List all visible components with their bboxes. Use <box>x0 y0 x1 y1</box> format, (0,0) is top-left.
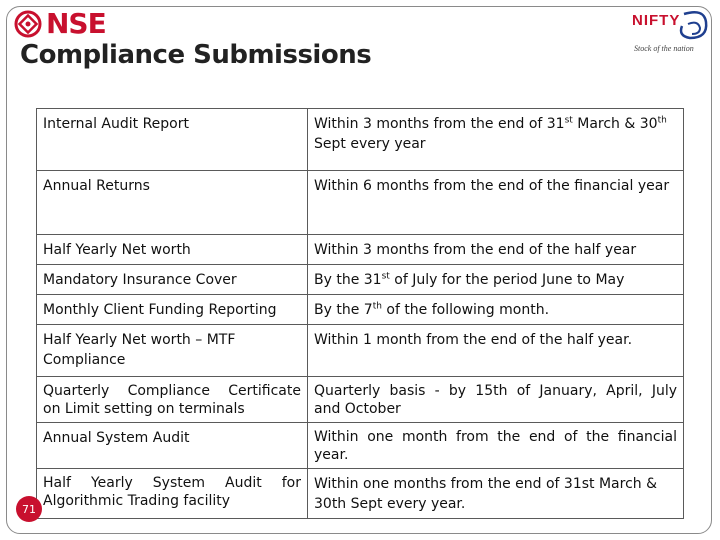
deadline-cell <box>308 295 684 325</box>
item-cell: Monthly Client Funding Reporting <box>37 295 308 325</box>
item-cell: Annual Returns <box>37 171 308 235</box>
deadline-text: By the 7 <box>314 302 373 318</box>
deadline-cell: Within 3 months from the end of the half year <box>308 235 684 265</box>
deadline-cell: Within 1 month from the end of the half year. <box>308 325 684 377</box>
nifty-swirl-icon <box>674 8 714 42</box>
deadline-line: Within one months from the end of 31st March & <box>314 476 657 492</box>
ordinal-suffix: st <box>381 271 390 282</box>
deadline-line: Within one month from the end of the financial <box>314 429 677 445</box>
deadline-cell <box>308 265 684 295</box>
deadline-cell <box>308 109 684 171</box>
deadline-cell: Within 6 months from the end of the financial year <box>308 171 684 235</box>
item-cell <box>37 377 308 423</box>
deadline-line: and October <box>314 401 401 417</box>
deadline-text: of July for the period June to May <box>389 272 625 288</box>
table-row <box>37 295 684 325</box>
deadline-line: year. <box>314 447 349 463</box>
deadline-cell <box>308 377 684 423</box>
deadline-cell <box>308 423 684 469</box>
table-row <box>37 171 684 235</box>
deadline-line: 30th Sept every year. <box>314 496 466 512</box>
item-cell: Half Yearly Net worth <box>37 235 308 265</box>
item-line: on Limit setting on terminals <box>43 401 245 417</box>
deadline-text: Sept every year <box>314 136 426 152</box>
item-line: Algorithmic Trading facility <box>43 493 231 509</box>
table-row <box>37 325 684 377</box>
deadline-text: of the following month. <box>381 302 550 318</box>
nse-logo-text: NSE <box>46 7 106 40</box>
item-cell: Internal Audit Report <box>37 109 308 171</box>
page-title: Compliance Submissions <box>20 40 372 70</box>
nifty-tagline: Stock of the nation <box>634 44 694 53</box>
item-line: Half Yearly System Audit for <box>43 475 301 491</box>
table-row <box>37 469 684 519</box>
item-cell <box>37 469 308 519</box>
table-row <box>37 265 684 295</box>
nse-emblem-icon <box>14 10 42 38</box>
table-row <box>37 109 684 171</box>
nifty-logo-text: NIFTY <box>632 12 681 29</box>
compliance-table <box>36 108 684 519</box>
deadline-text: By the 31 <box>314 272 382 288</box>
table-row <box>37 377 684 423</box>
item-cell: Mandatory Insurance Cover <box>37 265 308 295</box>
slide-number-badge: 71 <box>16 496 42 522</box>
ordinal-suffix: st <box>564 115 573 126</box>
nifty-logo <box>630 8 716 56</box>
deadline-text: March & 30 <box>572 116 658 132</box>
item-cell: Half Yearly Net worth – MTF Compliance <box>37 325 308 377</box>
table-row <box>37 235 684 265</box>
deadline-text: Within 3 months from the end of 31 <box>314 116 565 132</box>
nse-logo <box>14 7 106 40</box>
item-line: Quarterly Compliance Certificate <box>43 383 301 399</box>
ordinal-suffix: th <box>372 301 382 312</box>
table-row <box>37 423 684 469</box>
deadline-cell <box>308 469 684 519</box>
item-cell: Annual System Audit <box>37 423 308 469</box>
deadline-line: Quarterly basis - by 15th of January, April, July <box>314 383 677 399</box>
ordinal-suffix: th <box>657 115 667 126</box>
